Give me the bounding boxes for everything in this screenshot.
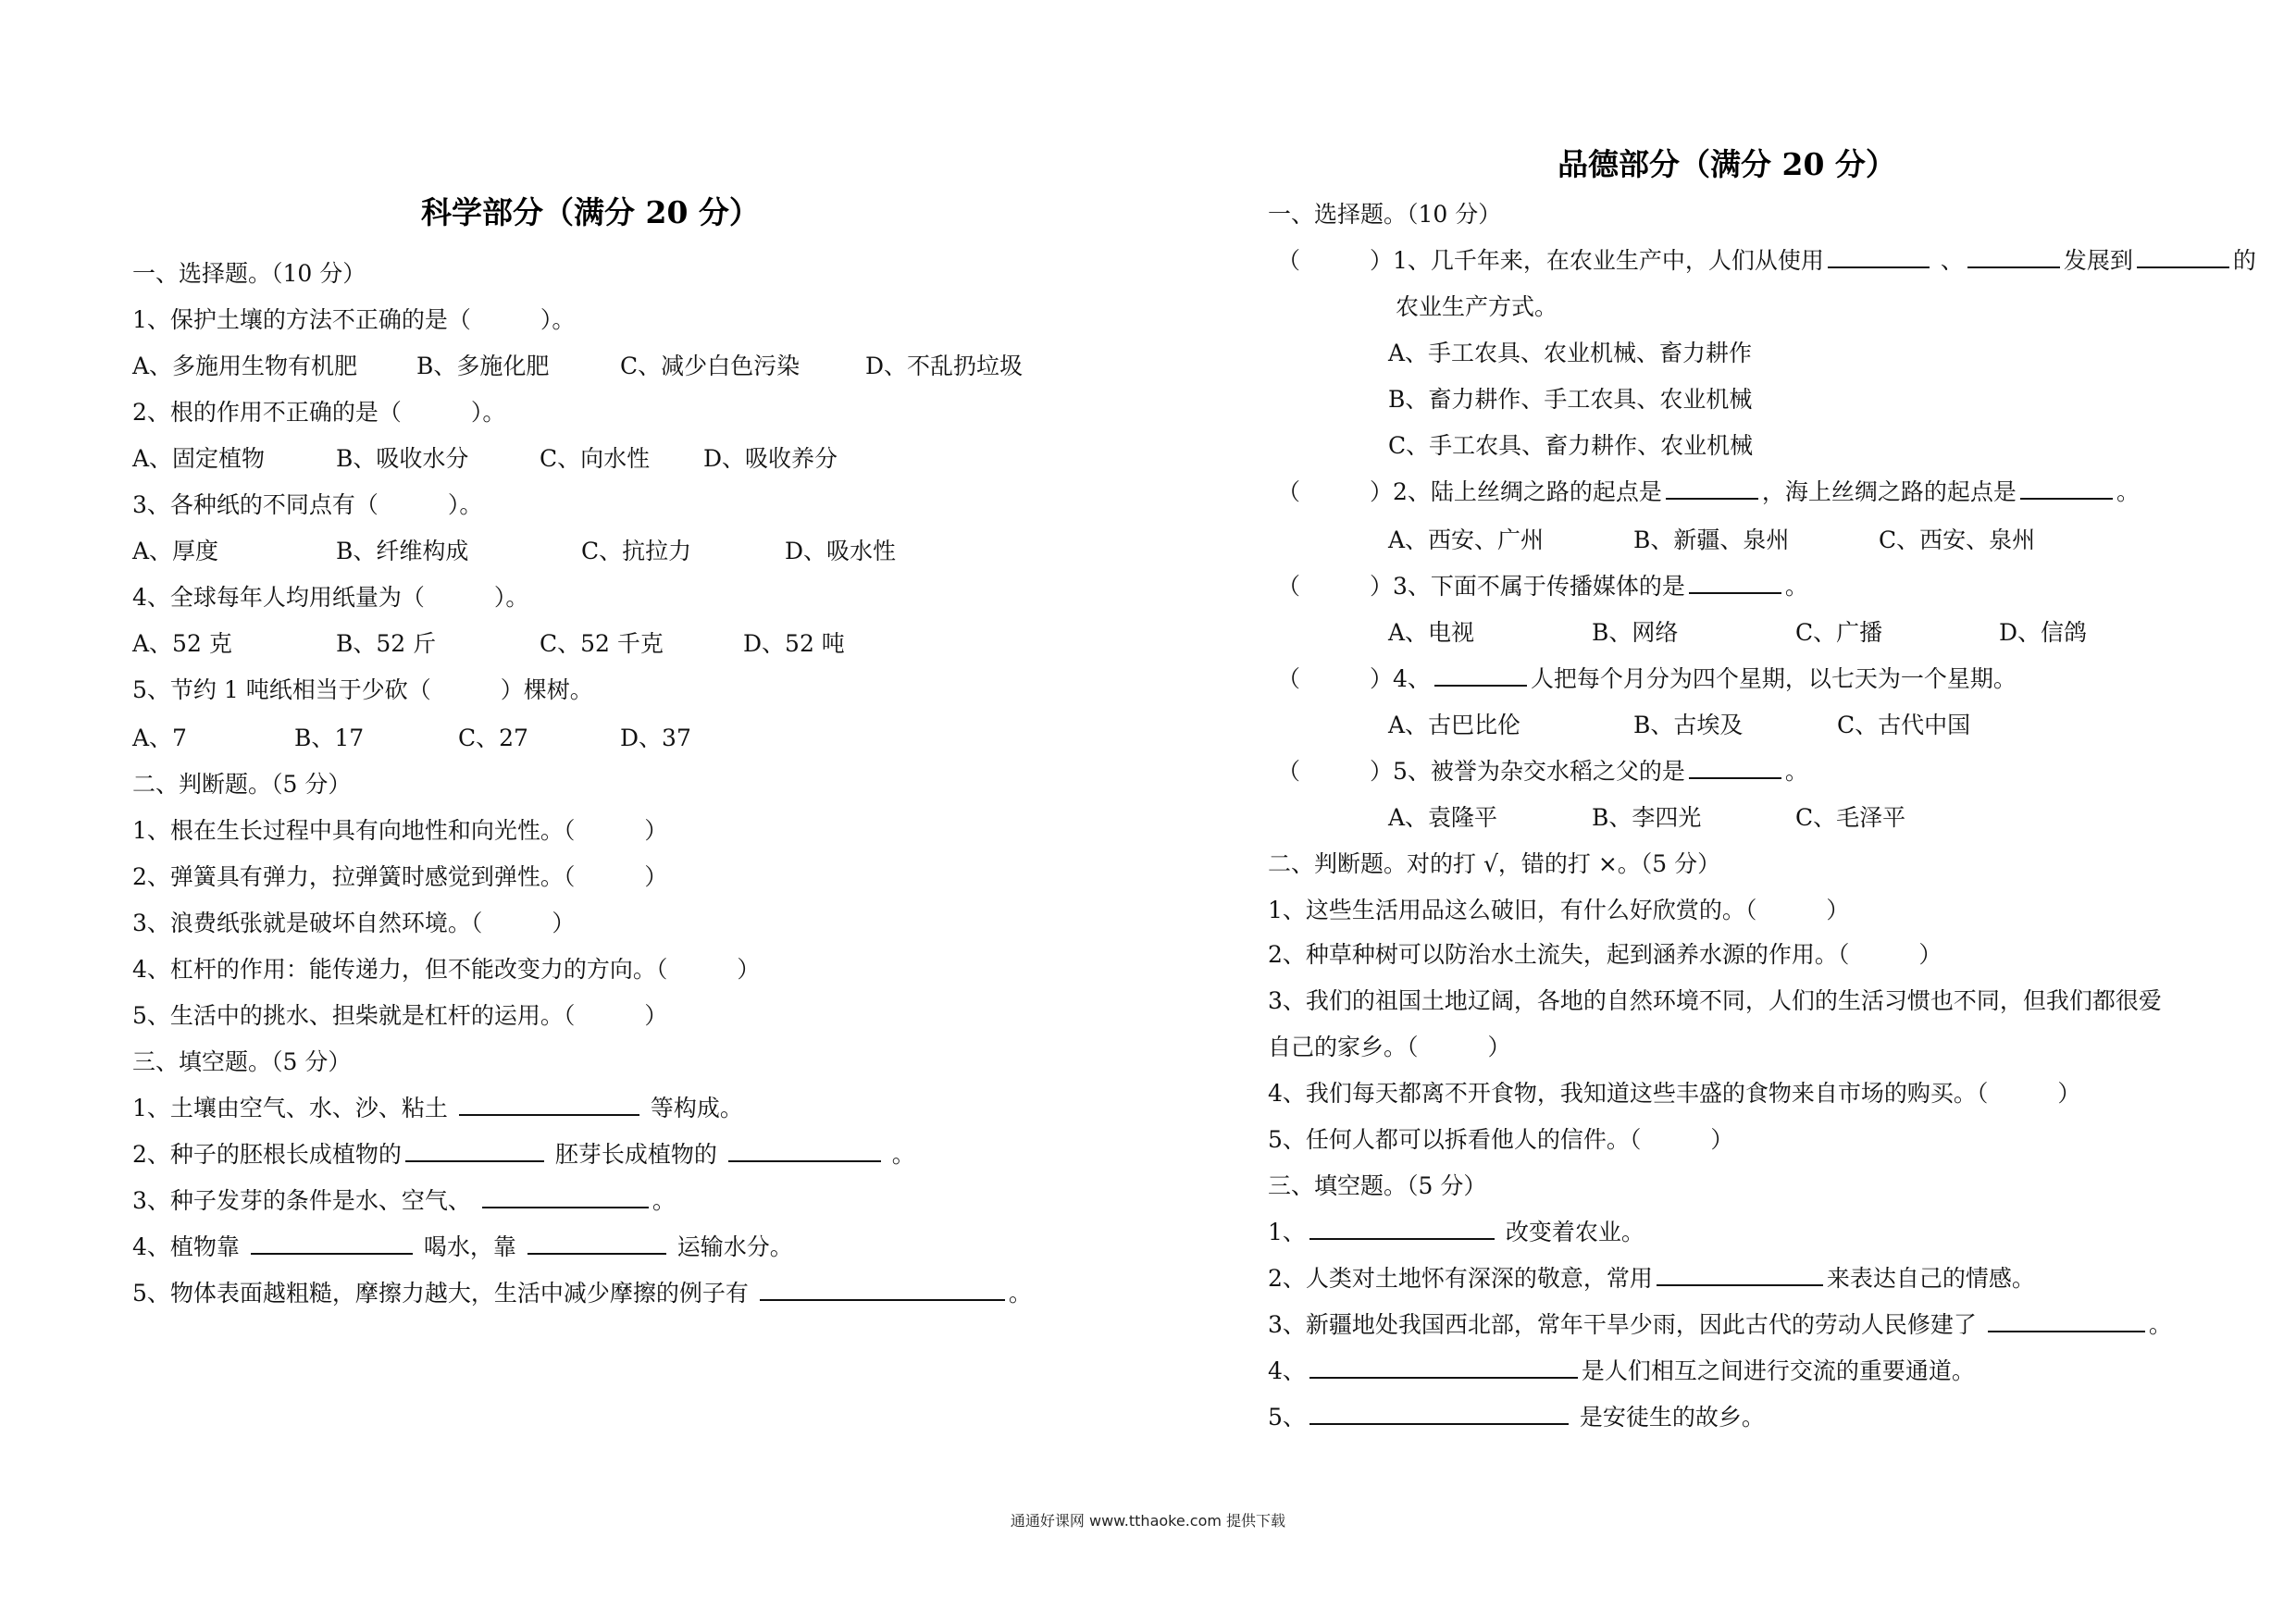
morality-sec2-heading: 二、判断题。对的打 √，错的打 ×。（5 分） <box>1268 850 1721 877</box>
morality-q2-option-a: A、西安、广州 <box>1388 527 1545 553</box>
science-q5-option-a: A、7 <box>132 725 187 751</box>
science-q2-option-c: C、向水性 <box>540 445 651 472</box>
science-q3-option-d: D、吸水性 <box>785 538 897 564</box>
morality-fill-5 <box>1268 1401 1765 1434</box>
science-q5-option-c: C、27 <box>458 725 528 751</box>
morality-q3-option-c: C、广播 <box>1795 619 1883 646</box>
science-q4: 4、全球每年人均用纸量为（ ）。 <box>132 584 529 611</box>
morality-judge-5: 5、任何人都可以拆看他人的信件。（ ） <box>1268 1126 1734 1153</box>
answer-blank[interactable] <box>405 1140 544 1162</box>
question-text: （ ）1、几千年来，在农业生产中，人们从使用 <box>1277 247 1824 274</box>
fill-text: 4、 <box>1268 1357 1306 1384</box>
science-q1-option-b: B、多施化肥 <box>416 353 550 379</box>
fill-text: 。 <box>2148 1311 2172 1338</box>
morality-fill-4 <box>1268 1355 1975 1388</box>
morality-q3 <box>1277 570 1808 603</box>
morality-fill-1 <box>1268 1216 1644 1249</box>
answer-blank[interactable] <box>760 1279 1005 1301</box>
question-text: 、 <box>1940 247 1964 274</box>
fill-text: 。 <box>891 1141 915 1168</box>
science-q5: 5、节约 1 吨纸相当于少砍（ ）棵树。 <box>132 676 593 703</box>
fill-text: 。 <box>652 1187 676 1214</box>
answer-blank[interactable] <box>1666 477 1758 500</box>
morality-q1-continued: 农业生产方式。 <box>1396 293 1558 320</box>
fill-text: 1、 <box>1268 1219 1306 1245</box>
fill-text: 来表达自己的情感。 <box>1826 1265 2035 1292</box>
question-text: 发展到 <box>2063 247 2133 274</box>
science-q3-option-c: C、抗拉力 <box>581 538 692 564</box>
morality-q5-option-c: C、毛泽平 <box>1795 804 1906 831</box>
question-text: 。 <box>2116 478 2140 505</box>
answer-blank[interactable] <box>1988 1310 2145 1332</box>
morality-sec1-heading: 一、选择题。（10 分） <box>1268 201 1502 228</box>
science-q4-option-c: C、52 千克 <box>540 630 664 657</box>
science-sec2-heading: 二、判断题。（5 分） <box>132 771 352 798</box>
science-fill-5 <box>132 1277 1032 1310</box>
question-text: 。 <box>1784 573 1808 600</box>
question-text: （ ）2、陆上丝绸之路的起点是 <box>1277 478 1662 505</box>
fill-text: 4、植物靠 <box>132 1233 240 1260</box>
answer-blank[interactable] <box>527 1233 666 1255</box>
science-q1: 1、保护土壤的方法不正确的是（ ）。 <box>132 306 576 333</box>
answer-blank[interactable] <box>1657 1264 1823 1286</box>
answer-blank[interactable] <box>1309 1218 1495 1240</box>
answer-blank[interactable] <box>728 1140 881 1162</box>
science-fill-2 <box>132 1138 915 1171</box>
morality-q3-option-a: A、电视 <box>1388 619 1475 646</box>
science-q4-option-b: B、52 斤 <box>336 630 437 657</box>
fill-text: 是安徒生的故乡。 <box>1579 1404 1765 1431</box>
science-q2-option-b: B、吸收水分 <box>336 445 469 472</box>
fill-text: 等构成。 <box>650 1095 743 1121</box>
fill-text: 5、 <box>1268 1404 1306 1431</box>
answer-blank[interactable] <box>2020 477 2113 500</box>
answer-blank[interactable] <box>1689 572 1781 594</box>
science-title: 科学部分（满分 20 分） <box>421 194 760 230</box>
science-judge-3: 3、浪费纸张就是破坏自然环境。（ ） <box>132 910 576 936</box>
science-judge-4: 4、杠杆的作用：能传递力，但不能改变力的方向。（ ） <box>132 956 761 983</box>
science-fill-4 <box>132 1231 793 1264</box>
fill-text: 是人们相互之间进行交流的重要通道。 <box>1581 1357 1975 1384</box>
page-footer: 通通好课网 www.tthaoke.com 提供下载 <box>1010 1512 1286 1530</box>
science-q2-option-a: A、固定植物 <box>132 445 266 472</box>
fill-text: 2、人类对土地怀有深深的敬意，常用 <box>1268 1265 1653 1292</box>
answer-blank[interactable] <box>1309 1403 1569 1425</box>
morality-judge-3: 3、我们的祖国土地辽阔，各地的自然环境不同，人们的生活习惯也不同，但我们都很爱 <box>1268 987 2162 1014</box>
morality-q4 <box>1277 663 2017 696</box>
question-text: 。 <box>1784 758 1808 785</box>
answer-blank[interactable] <box>1689 757 1781 779</box>
science-q5-option-d: D、37 <box>620 725 691 751</box>
morality-q1-option-b: B、畜力耕作、手工农具、农业机械 <box>1388 386 1753 413</box>
answer-blank[interactable] <box>1434 664 1527 687</box>
science-fill-3 <box>132 1184 676 1218</box>
morality-q4-option-b: B、古埃及 <box>1633 712 1744 738</box>
morality-q3-option-b: B、网络 <box>1592 619 1679 646</box>
question-text: （ ）5、被誉为杂交水稻之父的是 <box>1277 758 1685 785</box>
science-judge-1: 1、根在生长过程中具有向地性和向光性。（ ） <box>132 817 668 844</box>
question-text: 的 <box>2232 247 2256 274</box>
science-judge-2: 2、弹簧具有弹力，拉弹簧时感觉到弹性。（ ） <box>132 863 668 890</box>
fill-text: 运输水分。 <box>676 1233 793 1260</box>
answer-blank[interactable] <box>251 1233 413 1255</box>
question-text: （ ）3、下面不属于传播媒体的是 <box>1277 573 1685 600</box>
science-q1-option-d: D、不乱扔垃圾 <box>865 353 1024 379</box>
answer-blank[interactable] <box>2137 246 2229 268</box>
question-text: （ ）4、 <box>1277 665 1431 692</box>
morality-q2-option-b: B、新疆、泉州 <box>1633 527 1790 553</box>
morality-fill-3 <box>1268 1308 2172 1342</box>
science-q2-option-d: D、吸收养分 <box>703 445 838 472</box>
answer-blank[interactable] <box>1309 1357 1578 1379</box>
science-fill-1 <box>132 1092 743 1125</box>
morality-judge-3-continued: 自己的家乡。（ ） <box>1268 1034 1511 1060</box>
answer-blank[interactable] <box>459 1094 639 1116</box>
morality-judge-2: 2、种草种树可以防治水土流失，起到涵养水源的作用。（ ） <box>1268 941 1942 968</box>
morality-q4-option-c: C、古代中国 <box>1837 712 1971 738</box>
morality-q2 <box>1277 476 2140 509</box>
fill-text: 1、土壤由空气、水、沙、粘土 <box>132 1095 448 1121</box>
morality-q1-option-a: A、手工农具、农业机械、畜力耕作 <box>1388 340 1753 366</box>
science-q2: 2、根的作用不正确的是（ ）。 <box>132 399 506 426</box>
science-q5-option-b: B、17 <box>294 725 365 751</box>
morality-sec3-heading: 三、填空题。（5 分） <box>1268 1172 1487 1199</box>
science-judge-5: 5、生活中的挑水、担柴就是杠杆的运用。（ ） <box>132 1002 668 1029</box>
answer-blank[interactable] <box>1828 246 1930 268</box>
science-q1-option-a: A、多施用生物有机肥 <box>132 353 358 379</box>
answer-blank[interactable] <box>482 1186 649 1208</box>
question-text: ，海上丝绸之路的起点是 <box>1761 478 2017 505</box>
morality-fill-2 <box>1268 1262 2035 1295</box>
science-q3-option-b: B、纤维构成 <box>336 538 469 564</box>
morality-q2-option-c: C、西安、泉州 <box>1879 527 2036 553</box>
science-q4-option-d: D、52 吨 <box>743 630 845 657</box>
science-sec3-heading: 三、填空题。（5 分） <box>132 1048 352 1075</box>
fill-text: 3、新疆地处我国西北部，常年干旱少雨，因此古代的劳动人民修建了 <box>1268 1311 1977 1338</box>
science-q3: 3、各种纸的不同点有（ ）。 <box>132 491 483 518</box>
morality-q1-option-c: C、手工农具、畜力耕作、农业机械 <box>1388 432 1754 459</box>
morality-judge-4: 4、我们每天都离不开食物，我知道这些丰盛的食物来自市场的购买。（ ） <box>1268 1080 2081 1107</box>
morality-judge-1: 1、这些生活用品这么破旧，有什么好欣赏的。（ ） <box>1268 897 1850 923</box>
morality-q5-option-b: B、李四光 <box>1592 804 1702 831</box>
fill-text: 5、物体表面越粗糙，摩擦力越大，生活中减少摩擦的例子有 <box>132 1280 749 1307</box>
morality-title: 品德部分（满分 20 分） <box>1558 146 1896 182</box>
fill-text: 胚芽长成植物的 <box>554 1141 717 1168</box>
morality-q4-option-a: A、古巴比伦 <box>1388 712 1521 738</box>
morality-q5-option-a: A、袁隆平 <box>1388 804 1498 831</box>
science-q1-option-c: C、减少白色污染 <box>620 353 800 379</box>
science-q3-option-a: A、厚度 <box>132 538 219 564</box>
question-text: 人把每个月分为四个星期，以七天为一个星期。 <box>1530 665 2017 692</box>
science-sec1-heading: 一、选择题。（10 分） <box>132 260 366 287</box>
fill-text: 。 <box>1008 1280 1032 1307</box>
fill-text: 3、种子发芽的条件是水、空气、 <box>132 1187 471 1214</box>
answer-blank[interactable] <box>1967 246 2060 268</box>
morality-q5 <box>1277 755 1808 788</box>
fill-text: 喝水，靠 <box>423 1233 516 1260</box>
fill-text: 2、种子的胚根长成植物的 <box>132 1141 402 1168</box>
science-q4-option-a: A、52 克 <box>132 630 232 657</box>
morality-q3-option-d: D、信鸽 <box>1999 619 2088 646</box>
fill-text: 改变着农业。 <box>1505 1219 1644 1245</box>
morality-q1 <box>1277 244 2256 278</box>
